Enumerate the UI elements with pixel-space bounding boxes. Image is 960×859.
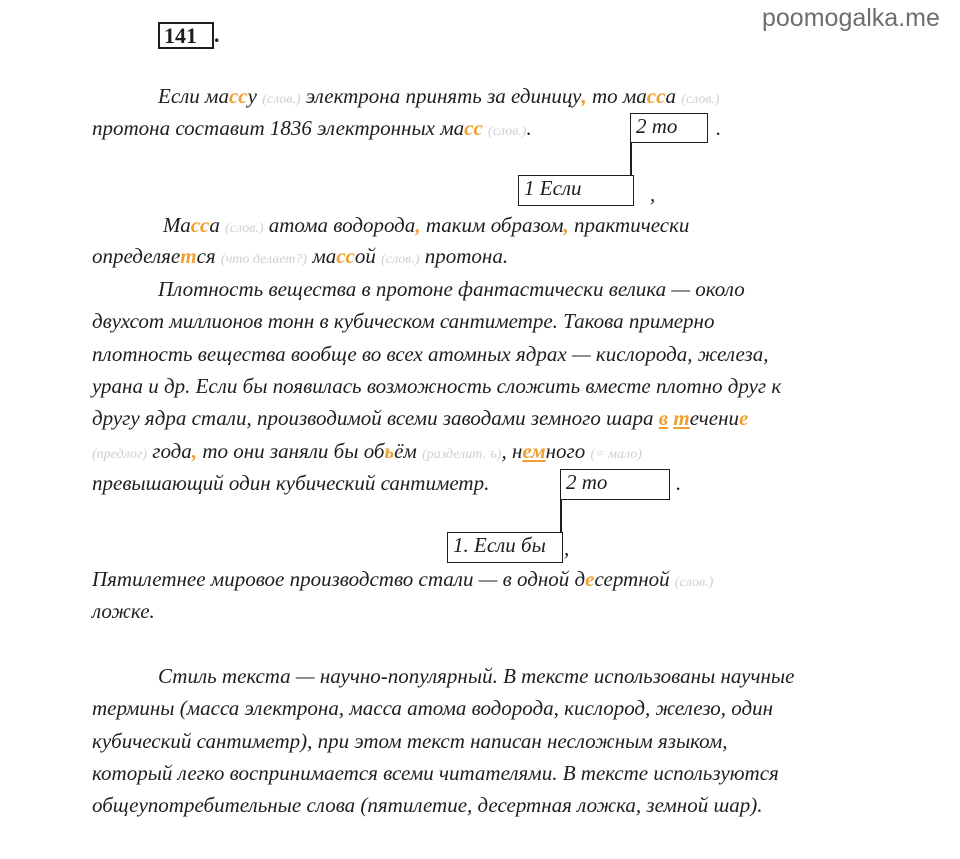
para3-line1: Плотность вещества в протоне фантастически велика — около <box>158 277 745 301</box>
exercise-number-dot: . <box>214 22 220 47</box>
para3-line2: двухсот миллионов тонн в кубическом сантиметре. Такова примерно <box>92 309 715 333</box>
para3-line5: другу ядра стали, производимой всеми заводами земного шара в течение <box>92 406 749 430</box>
scheme-box-2-to: 2 то <box>630 113 708 143</box>
para5-line3: кубический сантиметр), при этом текст написан несложным языком, <box>92 729 728 753</box>
para4-line1: Пятилетнее мировое производство стали — в одной десертной (слов.) <box>92 567 714 591</box>
para1-line2: протона составит 1836 электронных масс (слов.). <box>92 116 532 140</box>
para3-line4: урана и др. Если бы появилась возможность сложить вместе плотно друг к <box>92 374 782 398</box>
para5-line2: термины (масса электрона, масса атома водорода, кислород, железо, один <box>92 696 774 720</box>
para5-line1: Стиль текста — научно-популярный. В тексте использованы научные <box>158 664 795 688</box>
scheme-dot-second: . <box>676 471 682 495</box>
para2-line1: Масса (слов.) атома водорода, таким образом, практически <box>163 213 690 237</box>
scheme-dot: . <box>716 116 722 140</box>
para3-line3: плотность вещества вообще во всех атомных ядрах — кислорода, железа, <box>92 342 769 366</box>
para3-line7: превышающий один кубический сантиметр. <box>92 471 490 495</box>
scheme-box-1-esli: 1 Если <box>518 175 634 206</box>
scheme-box-1-esli-by: 1. Если бы <box>447 532 563 563</box>
para5-line4: который легко воспринимается всеми читателями. В тексте используются <box>92 761 779 785</box>
scheme-box-2-to-second: 2 то <box>560 469 670 500</box>
scheme-comma: , <box>650 182 656 206</box>
scheme-connector-second <box>560 499 562 533</box>
para5-line5: общеупотребительные слова (пятилетие, десертная ложка, земной шар). <box>92 793 763 817</box>
para3-line6: (предлог) года, то они заняли бы обьём (разделит. ъ), немного (= мало) <box>92 439 642 463</box>
scheme-connector <box>630 142 632 176</box>
exercise-number: 141 <box>158 22 214 49</box>
scheme-comma-second: , <box>564 536 570 560</box>
para2-line2: определяется (что делает?) массой (слов.) протона. <box>92 244 509 268</box>
para1-line1: Если массу (слов.) электрона принять за единицу, то масса (слов.) <box>158 84 720 108</box>
site-watermark: poomogalka.me <box>762 4 940 32</box>
para4-line2: ложке. <box>92 599 155 623</box>
